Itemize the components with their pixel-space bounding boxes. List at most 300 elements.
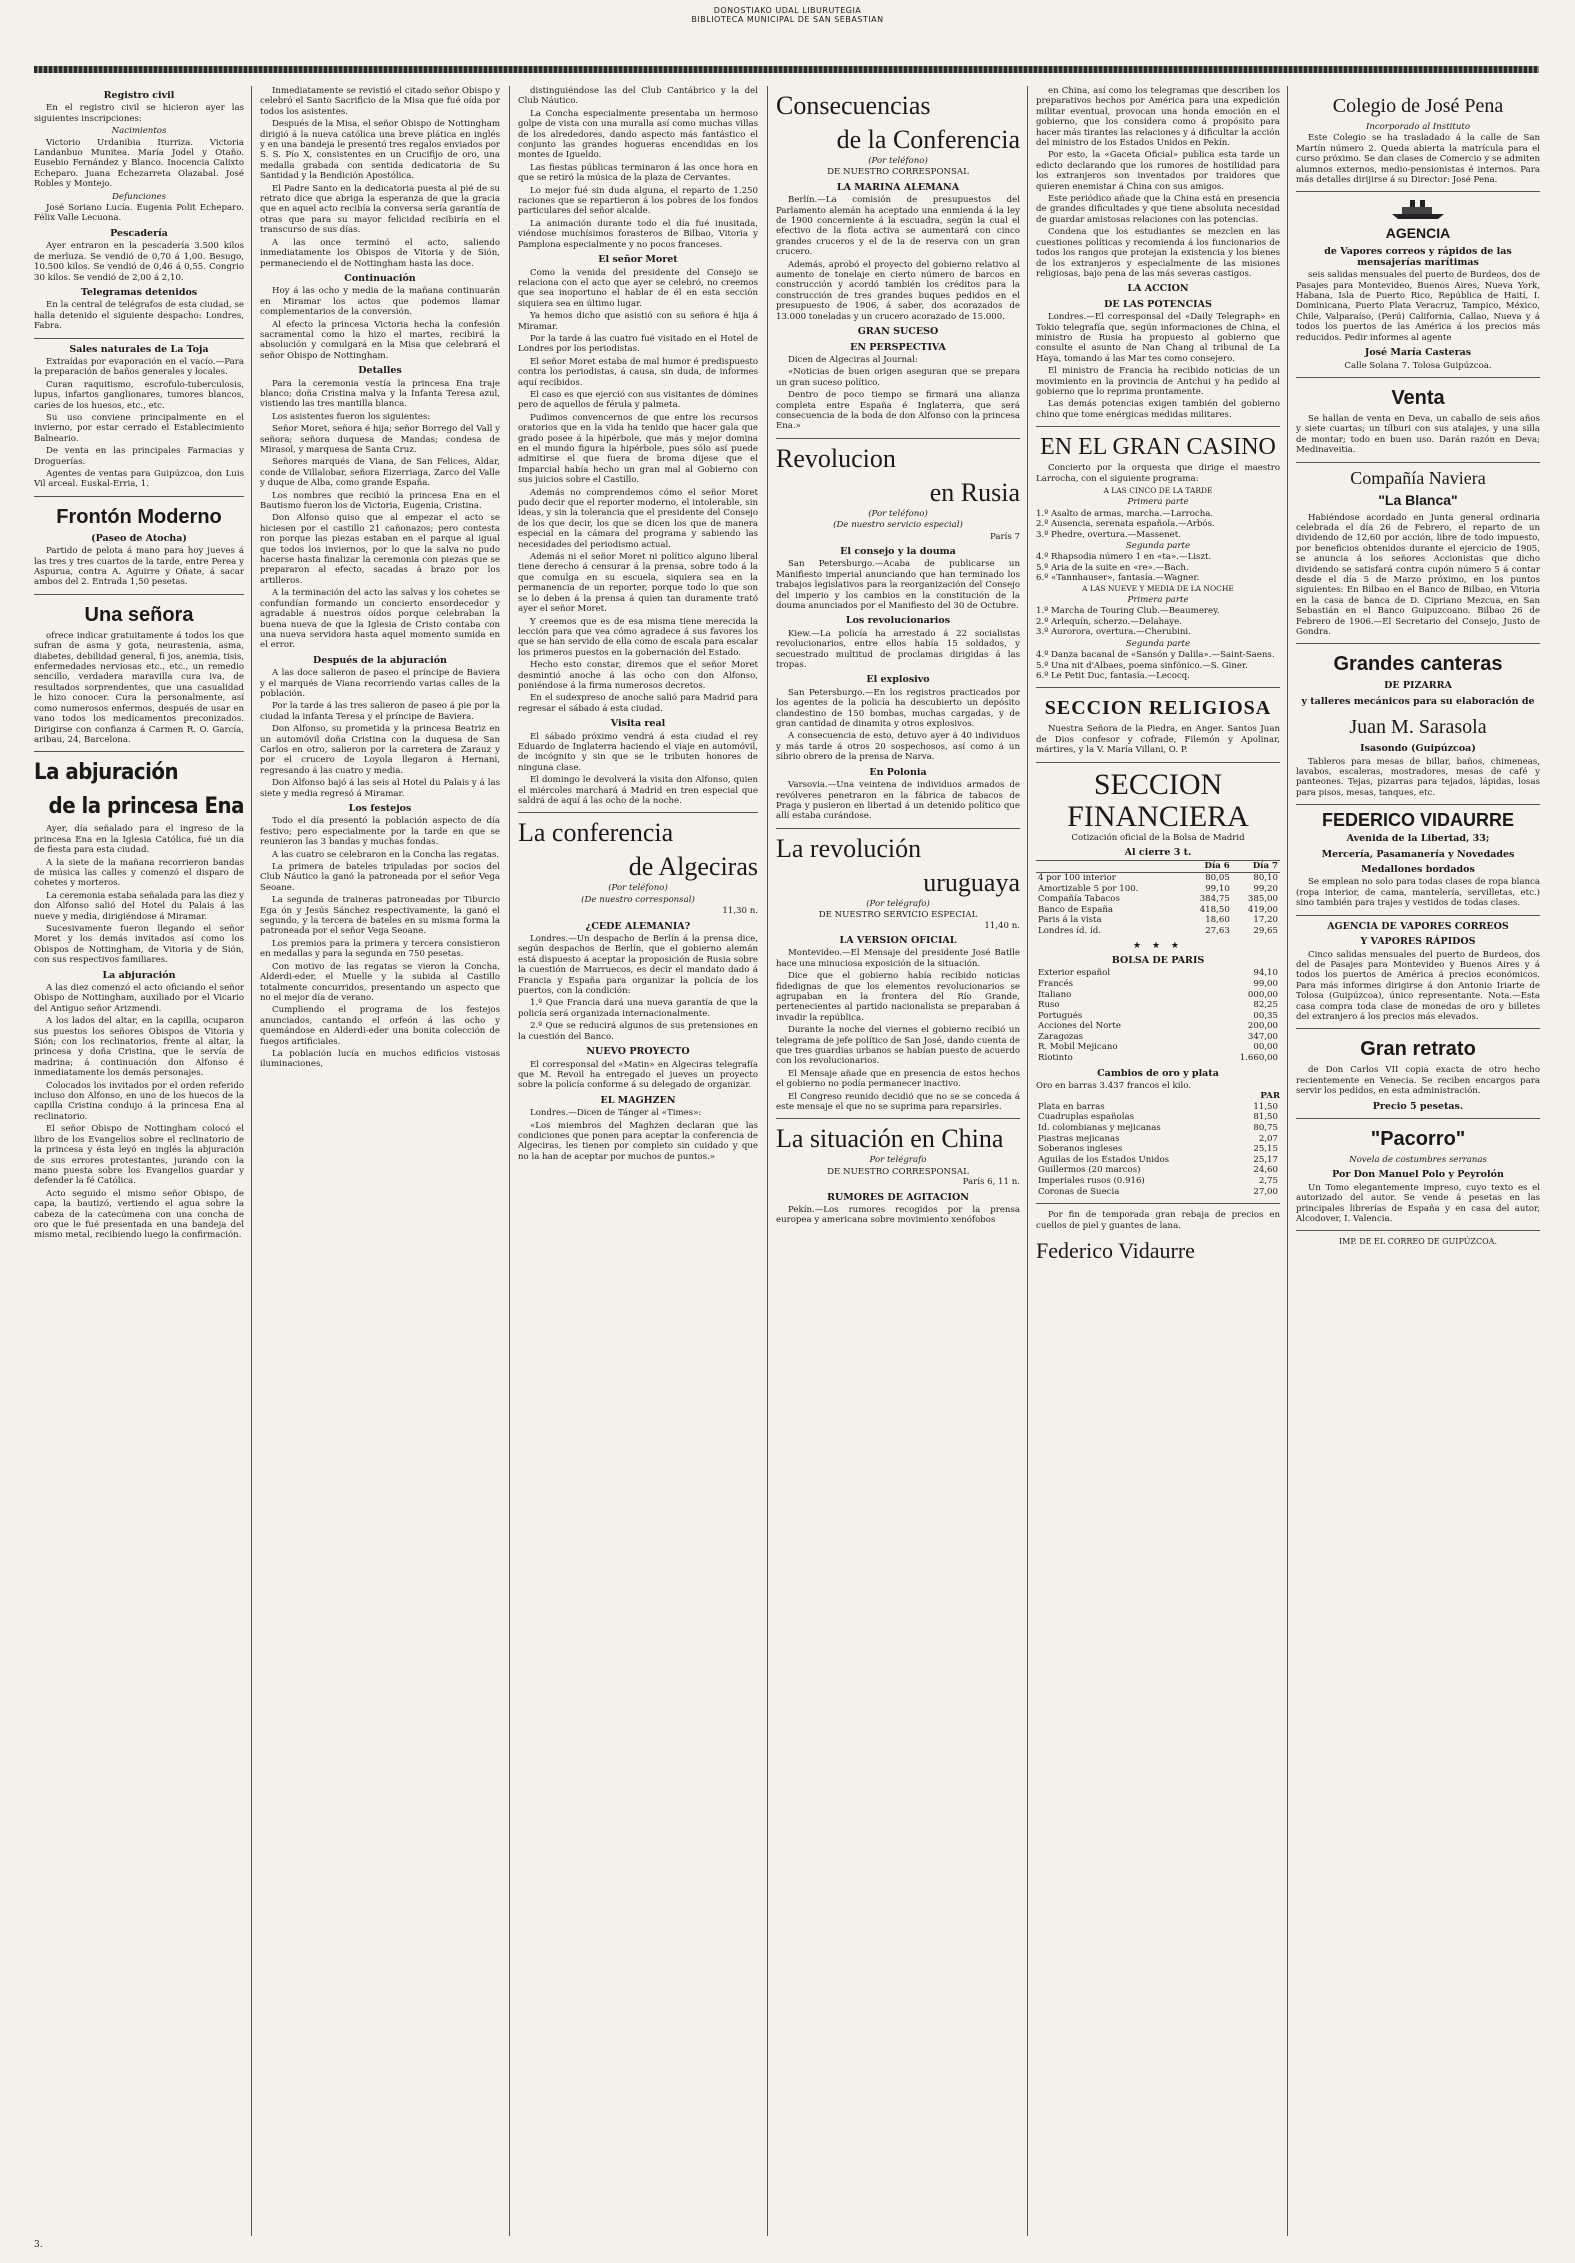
paragraph: «Noticias de buen origen aseguran que se prepara un gran suceso político. [776,367,1020,388]
headline: Revolucion [776,443,896,473]
table-cell: Cuadruplas españolas [1038,1112,1135,1123]
paragraph: seis salidas mensuales del puerto de Burdeos, dos de Pasajes para Montevideo, Buenos Aires, Nueva York, Habana, Isla de Puerto Rico, República de Haití, I. Dominicana, Puerto Plata Veracruz, Tampico, México, Chile, Valparaíso, (Perú) California, Callao, Nueva y á todos los puertos de las América á los precios más reducidos. Pedir informes al agente [1296,270,1540,343]
subheading: Cotización oficial de la Bolsa de Madrid [1071,832,1245,843]
paragraph: Extraídas por evaporación en el vacío.—Para la preparación de baños generales y locales. [34,356,244,378]
separator [34,496,244,497]
table-cell: 200,00 [1247,1021,1278,1032]
paragraph: Curan raquitismo, escrofulo-tuberculosis, lupus, infartos ganglionares, tumores blancos, caries de los huesos, etc., etc. [34,379,244,411]
subheading: Novela de costumbres serranas [1349,1154,1487,1165]
paragraph: A los lados del altar, en la capilla, ocuparon sus puestos los señores Obispos de Vitoria y Sión; con los reclinatorios, frente al altar, la princesa y doña Cristina, que le servía de madrina; á continuación don Alfonso é inmediatamente los demás personajes. [34,1016,244,1079]
separator [1296,191,1540,192]
byline: DE NUESTRO CORRESPONSAL [827,167,969,178]
paragraph: Ayer, día señalado para el ingreso de la princesa Ena en la Iglesia Católica, fué un día de fiesta para esta ciudad. [34,824,244,856]
byline: (Por teléfono) [868,508,928,519]
paragraph: Hoy á las ocho y media de la mañana continuarán en Miramar los actos que podemos llamar complementarios de la conversión. [260,286,500,318]
table-cell: 384,75 [1199,894,1230,905]
table-header-cell: Día 6 [1184,861,1232,873]
table-cell: 29,65 [1253,925,1278,936]
library-stamp [0,6,1575,24]
table-cell: 419,00 [1247,904,1278,915]
paragraph: «Los miembros del Maghzen declaran que las condiciones que ponen para aceptar la conferencia de Algeciras, les tienen por completo sin cuidado y que no la han de aceptar por muchos de puntos.» [518,1120,758,1162]
byline: Por telégrafo [869,1155,927,1166]
table-cell: 00,00 [1253,1042,1278,1053]
column-label: PAR [1260,1091,1280,1102]
paragraph: Se emplean no solo para todas clases de ropa blanca (ropa interior, de cama, mantelería, servilletas, etc.) sino también para trajes y vestidos de todas clases. [1296,877,1540,909]
paragraph: El domingo le devolverá la visita don Alfonso, quien el miércoles marchará á Madrid en tren especial que saldrá de aquí á las ocho de la noche. [518,775,758,806]
paragraph: Partido de pelota á mano para hoy jueves á las tres y tres cuartos de la tarde, entre Perea y Aspurua, contra A. Aguirre y Oñate, á sacar ambos del 2. Entrada 1,50 pesetas. [34,546,244,588]
byline: (Por telégrafo) [866,898,930,909]
table-cell: Portugués [1038,1010,1083,1021]
column-divider [251,86,252,2236]
paragraph: Se hallan de venta en Deva, un caballo de seis años y siete cuartas; un tílburi con sus atalajes, y una silla de montar; todo en buen uso. Darán razón en Deva; Medinaveitia. [1296,413,1540,456]
paragraph: Además ni el señor Moret ni político alguno liberal tiene derecho á censurar á la prensa, sobre todo á la que comulga en su escuela, siquiera sea en la permanencia de un reporter, porque todo lo que son se lo deben á la prensa á quien tan duramente trató ayer el señor Moret. [518,552,758,615]
paragraph: Victorio Urdanibia Iturriza. Victoria Landanbuo Munitea. María Jodel y Otaño. Eusebio Fernández y Blanco. Inocencia Calixto Echeparo. Juana Echezarreta Olazabal. José Robles y Montejo. [34,137,244,190]
paragraph: Durante la noche del viernes el gobierno recibió un telegrama de jefe político de San José, dando cuenta de que tres guardias urbanos se habían puesto de acuerdo con los revolucionarios. [776,1025,1020,1067]
subheading: de Vapores correos y rápidos de las mensajerías marítimas [1324,246,1512,268]
bolsa-paris-table [1036,968,1280,1063]
paragraph: distinguiéndose las del Club Cantábrico y la del Club Náutico. [518,86,758,107]
paragraph: Habiéndose acordado en Junta general ordinaria celebrada el día 26 de Febrero, el reparto de un dividendo de 12,60 por acción, libre de todo impuesto, por beneficios obtenidos durante el ejercicio de 1905, se anuncia á los señores Accionistas que dicho dividendo se satisfará contra cupón número 5 á contar desde el día 5 de Marzo próximo, en los puntos siguientes: En Bilbao en el Banco de Bilbao, en Vitoria en la casa de banca de D. Cipriano Mezcua, en San Sebastián en el Banco Guipuzcoano. Bilbao 26 de Febrero de 1906.—El Secretario del Consejo, Justo de Gondra. [1296,512,1540,637]
top-ornamental-rule [34,66,1539,73]
table-header-cell: Día 7 [1232,861,1280,873]
byline: (Por teléfono) [868,156,928,166]
separator [518,812,758,813]
subheading: El señor Moret [598,254,678,266]
table-cell: 17,20 [1253,915,1278,926]
paragraph: Un Tomo elegantemente impreso, cuyo texto es el autorizado del autor. Se vende á pesetas en las principales librerías de España y en casa del autor, Alcodover, I. Valencia. [1296,1182,1540,1224]
separator [1296,462,1540,463]
paragraph: A las cuatro se celebraron en la Concha las regatas. [272,849,500,860]
ad-title: AGENCIA [1385,225,1451,242]
table-row [1036,1102,1280,1113]
library-stamp-line1: DONOSTIAKO UDAL LIBURUTEGIA [713,6,862,15]
table-row [1036,1123,1280,1134]
paragraph: 2.º Que se reducirá algunos de sus pretensiones en la cuestión del Banco. [518,1021,758,1042]
paragraph: La primera de bateles tripuladas por socios del Club Náutico la ganó la patroneada por el señor Vega Seoane. [260,862,500,893]
table-cell: 81,50 [1253,1112,1278,1123]
paragraph: Como la venida del presidente del Consejo se relaciona con el acto que ayer se celebró, no creemos que sea inoportuno el hablar de él en esta sección siquiera sea en último lugar. [518,267,758,309]
subheading: (Paseo de Atocha) [91,532,187,544]
subheading: LA VERSION OFICIAL [839,934,957,946]
separator [1036,426,1280,427]
headline: EN EL GRAN CASINO [1040,434,1276,461]
separator [776,438,1020,439]
price: Precio 5 pesetas. [1372,1100,1464,1112]
table-cell: 99,20 [1253,883,1278,894]
headline: SECCION RELIGIOSA [1044,697,1272,720]
paragraph: La segunda de traineras patroneadas por Tiburcio Ega ón y Jesús Sánchez respectivamente, la ganó el segundo, y la tercera de bateles en su misma forma la patroneada por el señor Vega Seoane. [260,895,500,937]
table-cell: Id. colombianas y mejicanas [1038,1123,1161,1134]
paragraph: La ceremonia estaba señalada para las diez y don Alfonso salió del Hotel du Palais á las nueve y media, dirigiéndose á Miramar. [34,890,244,922]
paragraph: Nuestra Señora de la Piedra, en Anger. Santos Juan de Dios confesor y cofrade, Filemón y Apolinar, mártires, y la V. María Villani, O. P. [1036,724,1280,756]
separator [1296,804,1540,805]
table-cell: Ruso [1038,1000,1060,1011]
paragraph: A la terminación del acto las salvas y los cohetes se confundían formando un concierto ensordecedor y agradable á nuestros oídos porque celebraban la buena nueva de que la Iglesia de Cristo contaba con una nueva servidora hasta aquel momento sumida en el error. [260,588,500,651]
program-item: 3.º Phedre, overtura.—Massenet. [1036,529,1181,540]
headline: de la Conferencia [836,125,1020,154]
headline: La revolución [776,833,922,863]
table-header-row [1036,861,1280,873]
section-heading: Telegramas detenidos [80,286,198,298]
headline: uruguaya [923,867,1020,897]
column-2 [260,86,500,2246]
paragraph: Londres.—Dicen de Tánger al «Times»: [530,1108,702,1119]
table-cell: 18,60 [1205,915,1230,926]
table-cell: 99,10 [1205,883,1230,894]
paragraph: Ya hemos dicho que asistió con su señora é hija á Miramar. [518,311,758,332]
table-row [1036,979,1280,990]
table-cell: 27,00 [1253,1186,1278,1197]
program-item: 4.º Rhapsodia número 1 en «ta».—Liszt. [1036,552,1212,563]
table-cell: Londres íd. íd. [1038,925,1101,936]
paragraph: Londres.—El corresponsal del «Daily Telegraph» en Tokio telegrafía que, según informaciones de China, el ministro de Rusia ha propuesto al gobierno que consulte el asunto de Nan Chang al tribunal de La Haya, tomando á las Mar tes como consejero. [1036,312,1280,364]
table-cell: Aguilas de los Estados Unidos [1038,1154,1170,1165]
paragraph: En el registro civil se hicieron ayer las siguientes inscripciones: [34,103,244,124]
paragraph: El Congreso reunido decidió que no se se conceda á este mensaje el que no se suprima para reparsirles. [776,1091,1020,1113]
table-cell: R. Mobil Mejicano [1038,1042,1118,1053]
table-cell: Guillermos (20 marcos) [1038,1165,1141,1176]
headline: La situación en China [776,1124,1004,1154]
subheading: Al cierre 3 t. [1124,846,1192,858]
program-item: 4.º Danza bacanal de «Sansón y Dalila».—Saint-Saens. [1036,650,1275,661]
separator [1296,1230,1540,1231]
table-cell: Imperiales rusos (0.916) [1038,1176,1145,1187]
table-cell: Compañía Tabacos [1038,894,1120,905]
program-item: 5.º Una nit d'Albaes, poema sinfónico.—S. Giner. [1036,660,1248,671]
headline: en Rusia [929,477,1020,507]
table-cell: Plata en barras [1038,1101,1105,1112]
paragraph: Y creemos que es de esa misma tiene merecida la lección para que vea cómo agradece á sus favores los que se han servido de ella como de escala para escalar los primeros puestos en la gobernación del Estado. [518,616,758,658]
paragraph: Pekín.—Los rumores recogidos por la prensa europea y americana sobre movimiento xenófobos [776,1205,1020,1226]
subheading: EN PERSPECTIVA [850,341,946,353]
paragraph: Los asistentes fueron los siguientes: [272,411,431,422]
address: Calle Solana 7. Tolosa Guipúzcoa. [1344,360,1492,371]
paragraph: Todo el día presentó la población aspecto de día festivo; pero especialmente por la tarde en que se reunieron las 3 bandas y muchas fondas. [260,816,500,848]
subheading: Visita real [610,718,666,730]
paragraph: Don Alfonso quiso que al empezar el acto se hiciesen por el castillo 21 cañonazos; pero contesta ron porque las piezas estaban en el parque al igual que todos los inviernos, por lo que la salva no pudo hacerse hasta finalizar la ceremonia con piezas que se prepararon al efecto, sacadas á brazo por los artilleros. [260,513,500,586]
paragraph: José Soriano Lucía. Eugenia Polit Echeparo. Félix Valle Lecuona. [34,203,244,224]
paragraph: Señores marqués de Viana, de San Felices, Aldar, conde de Villalobar, señora Eizerriaga, Zarco del Valle y duque de Alba, como grande España. [260,457,500,489]
table-row [1036,915,1280,926]
paragraph: Ayer entraron en la pescadería 3.500 kilos de merluza. Se vendió de 0,70 á 1,00. Besugo, 10.500 kilos. Se vendió de 0,46 á 0,55. Congrio 30 kilos. Se vendió de 2,00 á 2,10. [34,241,244,283]
program-item: 6.º Le Petit Duc, fantasía.—Lecocq. [1036,670,1190,681]
byline: DE NUESTRO SERVICIO ESPECIAL [818,910,978,921]
column-divider [767,86,768,2236]
byline: (De nuestro corresponsal) [581,894,695,905]
table-cell: Riotinto [1038,1053,1073,1064]
paragraph: Cinco salidas mensuales del puerto de Burdeos, dos del de Pasajes para Montevideo y Buenos Aires y á todos los puertos de América á precios económicos. Para más informes dirigirse á don Antonio Iriarte de Tolosa (Guipúzcoa), único representante. Nota.—Esta casa compra toda clase de monedas de oro y billetes del extranjero á los precios más elevados. [1296,949,1540,1022]
paragraph: En la central de telégrafos de esta ciudad, se halla detenido el siguiente despacho: Londres, Fabra. [34,300,244,332]
address: Avenida de la Libertad, 33; [1346,833,1490,845]
program-item: 1.º Asalto de armas, marcha.—Larrocha. [1036,508,1214,519]
table-row [1036,1144,1280,1155]
table-cell: Exterior español [1038,968,1111,979]
paragraph: Pudimos convencernos de que entre los recursos oratorios que en la vida ha tenido que hacer gala que grado posee á la hipérbole, que más y mejor domina en el mundo figura la hipérbole, pues sólo así puede admitirse el que fuera de broma dijese que el Imparcial había hecho un gran mal al Gobierno con sus juicios sobre el Castillo. [518,412,758,486]
paragraph: A consecuencia de esto, detuvo ayer á 40 individuos y más tarde á otros 20 sospechosos, así como á un sibrio obrero de la prensa de Narva. [776,731,1020,763]
ad-title: Gran retrato [1360,1038,1476,1061]
paragraph: Agentes de ventas para Guipúzcoa, don Luis Vil arceal. Euskal-Erria, 1. [34,469,244,490]
table-cell: 25,17 [1253,1154,1278,1165]
separator [34,751,244,752]
table-cell: 2,75 [1258,1176,1278,1187]
paragraph: El caso es que ejerció con sus visitantes de dómines pero de aquellos de férula y palmeta. [518,389,758,411]
column-5 [1036,86,1280,2246]
table-cell: Banco de España [1038,904,1113,915]
paragraph: San Petersburgo.—Acaba de publicarse un Manifiesto imperial anunciando que han terminado los trabajos legislativos para la reorganización del Consejo del imperio y los cambios en la constitución de la douma anunciados por el Manifiesto del 30 de Octubre. [776,559,1020,611]
table-cell: Francés [1038,978,1074,989]
table-cell: Paris á la vista [1038,915,1102,926]
paragraph: El señor Moret estaba de mal humor é predispuesto contra los periodistas, á causa, sin duda, de informes aquí recibidos. [518,356,758,388]
table-row [1036,1000,1280,1011]
table-cell: 99,00 [1253,978,1278,989]
printer-imprint: IMP. DE EL CORREO DE GUIPÚZCOA. [1339,1237,1497,1247]
subheading: En Polonia [869,766,927,778]
subheading: A LAS CINCO DE LA TARDE [1103,486,1213,495]
paragraph: San Petersburgo.—En los registros practicados por los agentes de la policía ha descubierto un depósito clandestino de 150 bombas, muchas cargadas, y de gran cantidad de dinamita y otros explosivos. [776,687,1020,730]
table-cell: 11,50 [1253,1101,1278,1112]
subheading: El explosivo [866,674,930,686]
bolsa-madrid-table [1036,860,1280,936]
table-cell: 418,50 [1199,904,1230,915]
paragraph: Lo mejor fué sin duda alguna, el reparto de 1.250 raciones que se repartieron á los pobres de los fondos particulares del señor alcalde. [518,185,758,217]
paragraph: Acto seguido el mismo señor Obispo, de capa, la bautizó, vertiendo el agua sobre la cabeza de la catecúmena con una concha de oro que le fué presentada en una bandeja del mismo metal, recibiendo luego la confirmación. [34,1188,244,1241]
paragraph: Por esto, la «Gaceta Oficial» publica esta tarde un edicto declarando que los rumores de hostilidad para los extranjeros son inventados por traidores que quieren enemistar á China con sus amigos. [1036,150,1280,192]
fronton-title: Frontón Moderno [56,505,222,528]
ad-title: Compañía Naviera [1350,467,1486,488]
subheading: NUEVO PROYECTO [586,1046,690,1058]
dateline: París 6, 11 n. [962,1177,1020,1188]
table-cell: 94,10 [1253,968,1278,979]
subheading: A LAS NUEVE Y MEDIA DE LA NOCHE [1082,583,1234,593]
subheading: BOLSA DE PARIS [1111,954,1205,966]
subheading: RUMORES DE AGITACION [827,1191,969,1203]
table-cell: 80,05 [1205,872,1230,883]
subheading: Cambios de oro y plata [1097,1067,1219,1079]
subheading: LA ACCION [1127,283,1189,295]
program-item: 2.º Arlequín, scherzo.—Delahaye. [1036,616,1182,627]
ad-title: "Pacorro" [1370,1127,1466,1150]
paragraph: Don Alfonso bajó á las seis al Hotel du Palais y á las siete y media regresó á Miramar. [260,778,500,799]
table-row [1036,1187,1280,1198]
subheading: Detalles [358,365,402,377]
subheading: Primera parte [1127,595,1189,606]
headline: La conferencia [518,818,674,848]
paragraph: A las once terminó el acto, saliendo inmediatamente los Obispos de Vitoria y de Sión, permaneciendo el de Nottingham hasta las doce. [260,237,500,269]
paragraph: ofrece indicar gratuitamente á todos los que sufran de asma y gota, neurastenia, asma, diabetes, debilidad general, fi jos, anemia, tisis, enfermedades nerviosas etc., etc., un remedio sencillo, verdadera maravilla cura iva, de resultados sorprendentes, que una casualidad le hizo conocer. Cura la personalmente, así como numerosos enfermos, después de usar en vano todos los medicamentos preconizados. Dirigirse con confianza á Carmen R. O. García, aribau, 24, Barcelona. [34,630,244,745]
table-cell: Soberanos ingleses [1038,1144,1123,1155]
paragraph: En el sudexpreso de anoche salió para Madrid para regresar el sábado á esta ciudad. [518,693,758,714]
paragraph: Señor Moret, señora é hija; señor Borrego del Vall y señora; señora duquesa de Mandas; condesa de Mirasol, y marquesa de Santa Cruz. [260,424,500,455]
subheading: Y VAPORES RÁPIDOS [1360,936,1476,948]
subheading: DE LAS POTENCIAS [1104,298,1212,310]
byline: (De nuestro servicio especial) [833,520,963,531]
byline: (Por teléfono) [608,883,668,894]
table-cell: 4 por 100 interior [1038,872,1116,883]
table-row [1036,884,1280,895]
subheading: La abjuración [102,969,176,981]
paragraph: El señor Obispo de Nottingham colocó el libro de los Evangelios sobre el reclinatorio de la princesa y ésta leyó en inglés la abjuración de sus errores protestantes, jurando con la mano puesta sobre los Evangelios guardar y defender la fé Católica. [34,1124,244,1187]
column-6 [1296,86,1540,2246]
subheading: Segunda parte [1125,541,1191,552]
column-4 [776,86,1020,2246]
paragraph: Dice que el gobierno había recibido noticias fidedignas de que los elementos revolucionarios se agrupaban en la frontera del Río Grande, pertenecientes al partido nacionalista se preparaban á invadir la república. [776,971,1020,1023]
table-cell: Acciones del Norte [1038,1021,1121,1032]
paragraph: Por la tarde á las tres salieron de paseo á pie por la ciudad la infanta Teresa y el príncipe de Baviera. [260,701,500,722]
subheading: LA MARINA ALEMANA [836,181,960,193]
table-row [1036,1021,1280,1032]
paragraph: Varsovia.—Una veintena de individuos armados de revólveres penetraron en la fábrica de tabacos de Praga y pusieron en libertad á un detenido político que allí estaba curándose. [776,780,1020,822]
table-cell: 27,63 [1205,925,1230,936]
ad-title: Grandes canteras [1333,653,1503,676]
table-cell: 2,07 [1258,1133,1278,1144]
separator [1296,1028,1540,1029]
ad-title: Colegio de José Pena [1332,95,1504,117]
separator [1296,377,1540,378]
separator [1296,1118,1540,1119]
table-row [1036,894,1280,905]
table-cell: Piastras mejicanas [1038,1133,1120,1144]
paragraph: Las fiestas públicas terminaron á las once hora en que se retiró la música de la plaza de Cervantes. [518,162,758,184]
paragraph: Londres.—Un despacho de Berlín á la prensa dice, según despachos de Berlín, que el gobierno alemán está dispuesto á aceptar la proposición de Rusia sobre la cuestión de Marruecos, es decir el mandato dado á Francia y España para organizar la policía de los puertos, con la condición: [518,934,758,997]
paragraph: en China, así como los telegramas que describen los preparativos hechos por América para una expedición militar eventual, provocan una honda emoción en el gobierno, que los considera como á propósito para hacer más tirantes las relaciones y á dificultar la acción del ministro de los Estados Unidos en Pekín. [1036,86,1280,149]
table-cell: Zaragozas [1038,1031,1084,1042]
paragraph: Colocados los invitados por el orden referido incluso don Alfonso, en uno de los huecos de la capilla Cristina condujo á la princesa Ena al reclinatorio. [34,1080,244,1122]
paragraph: Los premios para la primera y tercera consistieron en medallas y para la segunda en 750 pesetas. [260,938,500,960]
subheading: Segunda parte [1125,638,1191,649]
subheading: ¿CEDE ALEMANIA? [585,920,691,932]
subheading: Los revolucionarios [845,615,951,627]
paragraph: Además, aprobó el proyecto del gobierno relativo al aumento de tonelaje en cierto número de barcos en construcción y acordó también los créditos para la construcción de tres grandes buques pedidos en el presupuesto de 1906, á saber, dos acorazados de 13.000 toneladas y un crucero acorazado de 15.000. [776,259,1020,322]
headline: de Algeciras [628,852,758,882]
subheading: Incorporado al Instituto [1365,122,1471,132]
paragraph: A la siete de la mañana recorrieron bandas de música las calles y comenzó el disparo de cohetes y morteros. [34,857,244,889]
column-divider [1027,86,1028,2236]
paragraph: Inmediatamente se revistió el citado señor Obispo y celebró el Santo Sacrificio de la Misa que fué oída por todos los asistentes. [260,86,500,117]
separator [34,338,244,339]
table-header-cell [1036,861,1184,873]
table-cell: 80,75 [1253,1123,1278,1134]
paragraph: Don Alfonso, su prometida y la princesa Beatriz en un automóvil doña Cristina con la duquesa de San Carlos en otro, salieron por la carretera de Zarauz y por el crucero de Loyola llegaron á Hernani, regresando á las cuatro y media. [260,724,500,776]
paragraph: Por la tarde á las cuatro fué visitado en el Hotel de Londres por los periodistas. [518,333,758,355]
table-cell: 00,35 [1253,1010,1278,1021]
ad-name: Federico Vidaurre [1036,1238,1195,1264]
table-row [1036,1134,1280,1145]
headline: FINANCIERA [1067,799,1249,833]
subheading: El consejo y la douma [840,545,956,557]
ad-heading: Sales naturales de La Toja [69,343,209,355]
paragraph: Berlín.—La comisión de presupuestos del Parlamento alemán ha aceptado una enmienda á la ley de 1900 concerniente á la escuadra, según la cual el efectivo de la flota activa se aumentará con cinco grandes cruceros y el de la de reserva con un gran crucero. [776,195,1020,258]
table-row [1036,1155,1280,1166]
paragraph: Sucesivamente fueron llegando el señor Moret y los demás invitados así como los Obispos de Nottingham, de Vitoria y de Sión, con sus respectivos familiares. [34,923,244,966]
section-heading: Pescadería [110,227,168,239]
paragraph: Además no comprendemos cómo el señor Moret pudo decir que el reporter moderno, el intolerable, sin ideas, y sin la tolerancia que el presidente del Consejo de los que decir, los que se dicen los que de manera especial en la cámara del programa y sabiendo las necesidades del periodismo actual. [518,487,758,550]
paragraph: Cumpliendo el programa de los festejos anunciados, cantando el orfeón á las ocho y quemándose en Alderdi-eder una bonita colección de fuegos artificiales. [260,1005,500,1047]
separator [1036,1203,1280,1204]
table-row [1036,1112,1280,1123]
paragraph: La Concha especialmente presentaba un hermoso golpe de vista con una muralla así como muchas villas de los alrededores, dando aspecto más fantástico el conjunto las grandes hogueras encendidas en los montes de Igueldo. [518,108,758,161]
dateline: 11,30 n. [722,906,758,917]
paragraph: Al efecto la princesa Victoria hecha la confesión sacramental como la hizo el martes, recibirá la absolución y comulgará en la Misa que celebrará el señor Obispo de Nottingham. [260,319,500,361]
column-divider [1287,86,1288,2236]
table-row [1036,1011,1280,1022]
paragraph: Los nombres que recibió la princesa Ena en el Bautismo fueron los de Victoria, Eugenia, Cristina. [260,490,500,512]
table-cell: 82,25 [1253,1000,1278,1011]
paragraph: Concierto por la orquesta que dirige el maestro Larrocha, con el siguiente programa: [1036,463,1280,484]
headline: de la princesa Ena [48,794,244,820]
paragraph: La animación durante todo el día fué inusitada, viéndose muchísimos forasteros de Bilbao, Vitoria y Pamplona especialmente y no pocos franceses. [518,218,758,250]
table-row [1036,1176,1280,1187]
star-ornament-icon: ★ ★ ★ [1133,940,1183,951]
dateline: París 7 [990,531,1020,542]
paragraph: El Padre Santo en la dedicatoria puesta al pié de su retrato dice que abriga la esperanza de que la gracia que en aquel acto recibía la conversa sería garantía de otras que para su mayor felicidad recibiría en el transcurso de sus días. [260,183,500,236]
subheading: Isasondo (Guipúzcoa) [1360,743,1476,755]
paragraph: Este periódico añade que la China está en presencia de grandes dificultades y que tiene absoluta necesidad de guardar amistosas relaciones con las potencias. [1036,194,1280,225]
separator [776,1118,1020,1119]
paragraph: El Mensaje añade que en presencia de estos hechos el gobierno no podía permanecer inactivo. [776,1068,1020,1090]
section-heading: Registro civil [103,90,175,101]
ad-title: AGENCIA DE VAPORES CORREOS [1327,920,1509,932]
subheading: Primera parte [1127,497,1189,508]
paragraph: Las demás potencias exigen también del gobierno chino que tome enérgicas medidas militares. [1036,399,1280,420]
subheading: Después de la abjuración [313,654,447,666]
paragraph: De venta en las principales Farmacias y Droguerías. [34,446,244,467]
table-cell: 385,00 [1247,894,1278,905]
cambios-table [1036,1102,1280,1197]
table-cell: 1.660,00 [1239,1053,1278,1064]
separator [1296,915,1540,916]
table-cell: 24,60 [1253,1165,1278,1176]
headline: SECCION [1093,767,1223,801]
library-stamp-line2: BIBLIOTECA MUNICIPAL DE SAN SEBASTIAN [691,15,884,24]
paragraph: Su uso conviene principalmente en el invierno, por estar cerrado el Establecimiento Balneario. [34,412,244,444]
steamship-icon [1388,198,1448,220]
paragraph: Con motivo de las regatas se vieron la Concha, Alderdi-eder, el Muelle y la subida al Castillo totalmente concurridos, presentando un aspecto que no el mejor día de verano. [260,961,500,1003]
paragraph: La población lucía en muchos edificios vistosas iluminaciones, [260,1048,500,1070]
table-cell: 25,15 [1253,1144,1278,1155]
subheading: Mercería, Pasamanería y Novedades [1321,848,1515,860]
subheading: y talleres mecánicos para su elaboración de [1301,695,1535,707]
subheading: DE PIZARRA [1384,680,1452,692]
table-row [1036,990,1280,1001]
paragraph: 1.º Que Francia dará una nueva garantía de que la policía será organizada internacionalmente. [518,998,758,1019]
table-row [1036,1165,1280,1176]
headline: La abjuración [34,760,179,786]
paragraph: Dentro de poco tiempo se firmará una alianza completa entre España é Inglaterra, que será consecuencia de la boda de don Alfonso con la princesa Ena.» [776,390,1020,432]
table-row [1036,968,1280,979]
table-row [1036,1042,1280,1053]
subheading: GRAN SUCESO [857,326,939,338]
table-cell: 347,00 [1247,1031,1278,1042]
table-row [1036,905,1280,916]
paragraph: El ministro de Francia ha recibido noticias de un movimiento en la provincia de Antchui y ha pedido al gobierno que lo reprima prontamente. [1036,366,1280,397]
paragraph: Condena que los estudiantes se mezclen en las cuestiones políticas y recomienda á los funcionarios de todos los rangos que protejan la existencia y los bienes de los extranjeros y especialmente de las misiones religiosas, bajo pena de las más severas castigos. [1036,227,1280,279]
dateline: 11,40 n. [984,920,1020,931]
ad-name: José María Casteras [1364,347,1472,359]
table-row [1036,1053,1280,1064]
table-row [1036,872,1280,883]
column-3 [518,86,758,2246]
table-cell: Amortizable 5 por 100. [1038,883,1139,894]
program-item: 3.º Aurorora, overtura.—Cherubini. [1036,627,1191,638]
program-item: 1.º Marcha de Touring Club.—Beaumerey. [1036,606,1220,617]
separator [1036,762,1280,763]
paragraph: Oro en barras 3.437 francos el kilo. [1036,1081,1191,1092]
paragraph: Montevideo.—El Mensaje del presidente José Batlle hace una minuciosa exposición de la situación. [776,948,1020,969]
subheading: Medallones bordados [1361,864,1475,876]
table-row [1036,926,1280,937]
program-item: 5.º Aria de la suite en «re».—Bach. [1036,562,1189,573]
paragraph: El sábado próximo vendrá á esta ciudad el rey Eduardo de Inglaterra haciendo el viaje en automóvil, de incógnito y sin que se le tributen honores de ninguna clase. [518,731,758,773]
